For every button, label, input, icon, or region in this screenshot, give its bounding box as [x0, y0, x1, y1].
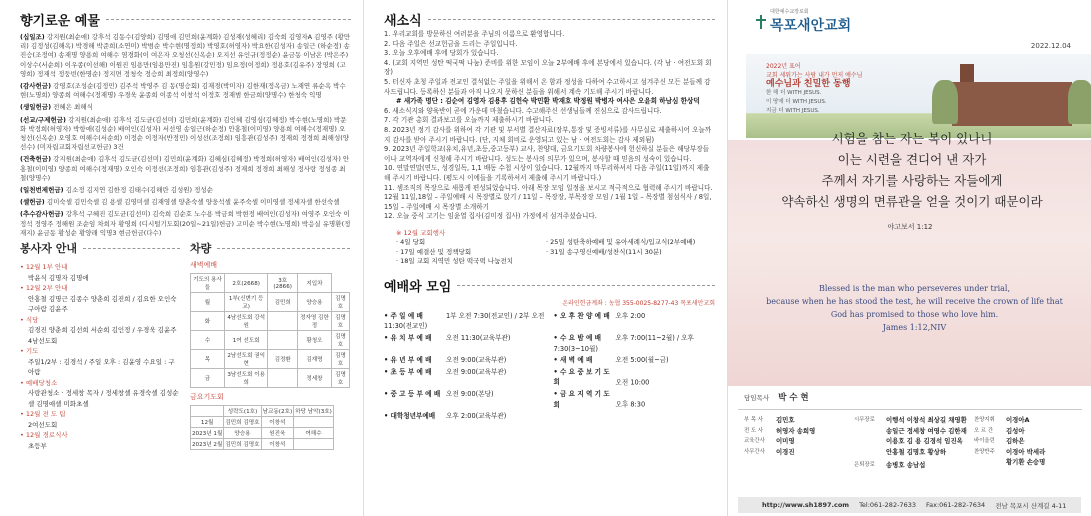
worship-time: 오전 5:00(월~금) [615, 356, 669, 365]
offering-category: (셀헌금) [20, 198, 45, 207]
table-cell: 4남선도회 강석원 [224, 312, 267, 331]
volunteer-heading: • 식당 [20, 315, 39, 324]
worship-time: 오후 7:00(11~2월) / 오후 7:30(3~10월) [553, 334, 694, 353]
worship-item [554, 311, 716, 332]
worship-name: • 오 후 찬 양 예 배 [553, 311, 610, 320]
worship-item [384, 389, 546, 410]
table-row [191, 369, 350, 388]
table-cell: 김명호 [331, 350, 349, 369]
notice-item: 10. 연말연말(연도, 성경일독, 1,1 배동 수첩 시상이 있습니다. 12월까지 마무리하셔서 다음 주일(11일)까지 제출해 주시기 바랍니다. (평도시 이에들을 기록하셔서 제출해 주시기 바랍니다.) [384, 164, 710, 182]
staff-row [744, 415, 854, 426]
table-cell: 김정환 [268, 350, 298, 369]
staff-role: 전 도 사 [744, 427, 764, 434]
table-cell: 원진욱 [261, 428, 294, 439]
elders [854, 415, 974, 471]
offering-names: 강지원(최순애) 강후석 김동수(김양희) 김명애 김민희(윤계화) 김성재(성혜리) 김숙희 김영자A 김영주 (황만리) 김정성(김해옥) 박경해 박준희(소연미) 박범순 박수현(명정희) 박영호(허영자) 박요한(김성자) 송일근 (하순정) 송진승(조정여) 송재명 양용희 여해수 염경화(이 여은자 오청선(신옥순) 오지선 유인규(정정순) 윤금동 이남온 (박은주) 이상수(서순희) 이우종(이선해) 이원진 임용만(임용만진) 임흥원(강민정) 임요정(이정희) 정용호(김유주) 장영희 (고영희) 정재석 정둥빈(한명순) 정지면 정청숙 정승희 최정희(양영수) [20, 33, 351, 78]
staff-row [974, 415, 1086, 426]
address: 전남 목포시 산계길 4-11 [995, 501, 1067, 510]
volunteer-heading: • 예배당청소 [20, 378, 58, 387]
dawn-car-table [190, 273, 350, 388]
verse-line: Blessed is the man who perseveres under trial, [818, 284, 1011, 293]
verse-line: 이는 시련을 견디어 낸 자가 [837, 152, 987, 167]
table-header-cell: 남교동(2호) [261, 406, 294, 417]
offering-category: (십일조) [20, 33, 45, 41]
volunteer-names: 주일1/2부 : 김경석 / 주일 오후 : 김윤영 수요일 : 구아람 [28, 357, 175, 377]
divider [217, 248, 350, 249]
pastor-label: 담임목사 [744, 394, 770, 402]
offering-names: 강후석 구혜진 김도균(김선미) 김숙희 김순호 노수용 박금희 박현정 배여인(김성자) 여영주 오인숙 이정석 정영주 정해원 조순임 차희자 황영희 (디시털기도회(20일~21일)헌금) 고미순 박수현(노명희) 박응실 유명환(정재지) 윤금동 황성순 황양래 익명3 현금헌금(다수) [20, 210, 351, 237]
notice-item: 12. 오늘 중식 고기는 임윤열 집사(김미정 집사) 가정에서 섬겨주셨습니다. [384, 212, 597, 221]
notice-item: 3. 오늘 오후예배 후에 당회가 있습니다. [384, 49, 499, 58]
volunteer-names: 안홍철 김명근 김종수 양춘희 김진희 / 김요한 오인숙 구아람 김윤주 [28, 294, 177, 314]
verse-line: because when he has stood the test, he will receive the crown of life that [766, 297, 1063, 306]
staff-row [974, 447, 1086, 458]
staff-name: 이경진 [776, 447, 795, 456]
table-cell: 월 [191, 293, 225, 312]
notice-item: 7. 각 기관 총회 결과보고를 오늘까지 제출하시기 바랍니다. [384, 116, 554, 125]
slogan-eng: 이 땅에 더 WITH JESUS. [766, 99, 827, 105]
staff-name: 이미영 [776, 437, 795, 445]
church-building [952, 82, 1072, 126]
staff-row [974, 457, 1086, 468]
verse-english [752, 282, 1077, 334]
car-header [190, 240, 350, 256]
staff-name: 허영자 송희영 [776, 426, 816, 435]
worship-time: 오후 2:00 [615, 311, 646, 320]
worship-time: 오후 2:00(교육부관) [446, 412, 507, 421]
slogan-main: 예수님과 친밀한 동행 [766, 79, 851, 89]
table-header-cell: 2호(2668) [224, 274, 267, 293]
offering-paragraph [20, 198, 351, 207]
volunteer-section [20, 240, 180, 451]
notice-item: 11. 셈조직의 목장으로 새롭게 편성되었습니다. 아래 목장 모임 일정을 보시고 적극적으로 협력해 주시기 바랍니다. 12월 11일,18일 – 주일예배 시 목장별로 앉기 / 11일 – 목장장, 부목장장 모임 / 1월 1일 – 목장별 첨섬식사 / 8일, 15일 – 주일예배 시 목장별 소개하기 [384, 183, 713, 211]
table-cell [268, 369, 298, 388]
offering-paragraph [20, 116, 351, 153]
offering-category: (생일헌금) [20, 103, 52, 112]
table-row [191, 350, 350, 369]
table-header-cell: 지입차 [297, 274, 331, 293]
car-title: 차량 [190, 242, 212, 256]
worship-item [384, 367, 546, 388]
volunteer-title: 봉사자 안내 [20, 242, 77, 256]
table-cell: 김민희 김명호 [224, 417, 261, 428]
car-section [190, 240, 350, 451]
notice-item: 6. 새소식지와 양육반이 곧에 가운데 마쳤습니다. 수고해주신 선생님들께 진심으로 감사드립니다. [384, 106, 662, 115]
worship-time: 1부 오전 7:30(전교인) / 2부 오전 11:30(전교인) [384, 311, 545, 331]
worship-time: 오후 8:30 [615, 400, 646, 409]
staff-section [728, 385, 1091, 471]
elders-names [886, 415, 967, 457]
table-row [191, 417, 334, 428]
pastor-row [738, 385, 1082, 410]
offering-paragraph [20, 155, 351, 183]
volunteer-names: 2여선도회 [28, 420, 58, 429]
church-photo [746, 54, 1091, 138]
verse-reference: 야고보서 1:12 [887, 223, 933, 231]
staff-name: 김민호 [776, 416, 795, 424]
friday-car-table [190, 405, 334, 450]
table-cell: 여해수 [294, 428, 334, 439]
worship-name: • 수 요 중 보 기 도 회 [553, 367, 610, 387]
pastor-name: 박 수 현 [778, 393, 809, 403]
events-box [396, 229, 715, 267]
staff-name: 김성아 [1006, 426, 1025, 435]
offering-category: (건축헌금) [20, 155, 52, 164]
phone: Tel:061-282-7633 [859, 501, 916, 509]
staff-role: 찬양지휘 [974, 417, 995, 423]
verse-line: 주께서 자기를 사랑하는 자들에게 [821, 173, 1003, 188]
dawn-table-title: 새벽예배 [190, 261, 218, 270]
table-cell: 2023년 2월 [191, 439, 224, 450]
worship-time: 오전 9:00(교육부관) [446, 356, 507, 365]
table-header-cell: 기도의 용사들 [191, 274, 225, 293]
table-cell: 목 [191, 350, 225, 369]
table-cell: 김명호 [331, 369, 349, 388]
notice-item: 9. 2023년 주일학교(유치,유년,초등,중고등부) 교사, 찬양대, 금요기도회 차량봉사에 헌신하실 분들은 해당부장들이나 교역자에게 신청해 주시기 바랍니다. 성도는 봉사의 의무가 있으며, 봉사할 때 믿음의 성숙이 있습니다. [384, 145, 710, 163]
table-cell: 양승용 [297, 293, 331, 312]
volunteer-names: 김경진 양춘희 김선희 서순희 김인정 / 우경욱 김윤주 4남선도회 [28, 326, 177, 345]
notice-item: # 새가족 명단 : 김순여 김영자 김용후 김헌숙 박민환 박재호 박정원 박병자 여사은 오윤희 하남심 한상덕 [396, 97, 700, 106]
staff-row [744, 447, 854, 458]
offering-paragraph [20, 186, 351, 195]
table-cell: 이창석 [261, 439, 294, 450]
slogan-eng: 한 해 더 WITH JESUS. [766, 90, 822, 96]
footer [738, 497, 1081, 513]
offerings-title: 향기로운 예물 [20, 13, 100, 29]
offering-paragraph [20, 33, 351, 79]
elder-line: 이용호 김 용 김경석 임진옥 [886, 437, 963, 445]
staff-right [974, 415, 1086, 471]
bulletin-date: 2022.12.04 [1030, 42, 1071, 50]
table-cell: 정자영 김한정 [297, 312, 331, 331]
event-item: · 25일 성탄축하예배 및 유아세례식/입교식(2부예배) [546, 238, 696, 247]
worship-time: 오전 9:00(교육부관) [446, 367, 507, 376]
table-cell [294, 417, 334, 428]
worship-item [554, 355, 716, 366]
event-item: · 4일 당회 [396, 238, 426, 247]
table-cell [268, 331, 298, 350]
worship-schedule [384, 311, 715, 422]
events-left [396, 238, 536, 267]
worship-item [384, 333, 546, 354]
staff-grid [738, 415, 1082, 471]
table-cell: 2남선도회 권익현 [224, 350, 267, 369]
staff-role: 오 르 간 [974, 427, 994, 434]
staff-name: 이경아 박세라 [1006, 447, 1046, 456]
events-right [546, 238, 695, 267]
worship-item [554, 333, 716, 354]
table-cell: 12월 [191, 417, 224, 428]
staff-row [744, 426, 854, 437]
offering-paragraph [20, 82, 351, 100]
offering-category: (감사헌금) [20, 82, 52, 91]
staff-role: 교육간사 [744, 438, 765, 444]
table-header-cell: 3호(2866) [268, 274, 298, 293]
table-cell [294, 439, 334, 450]
denomination: 대한예수교장로회 [770, 9, 809, 15]
volunteer-names: 초등부 [28, 441, 47, 450]
panel-news [363, 0, 727, 516]
staff-row [744, 436, 854, 447]
worship-name: • 중 고 등 부 예 배 [384, 390, 441, 399]
worship-name: • 유 치 부 예 배 [384, 334, 432, 343]
table-row [191, 439, 334, 450]
offerings-list [20, 33, 351, 238]
worship-item [384, 311, 546, 332]
offering-paragraph [20, 103, 351, 112]
verse-line: God has promised to those who love him. [830, 310, 999, 319]
staff-role [974, 457, 1002, 468]
offering-category: (일천번제헌금) [20, 186, 64, 195]
volunteer-header [20, 240, 180, 256]
notice-item: 8. 2023년 정기 감사를 위하여 각 기관 및 부서별 결산자료(장부,통장 및 증빙서류)를 사무실로 제출하시어 오늘까지 감사를 받아 주시기 바랍니다. (단, 지체 회비로 운영되고 있는 남 · 여전도회는 감사 제외됨) [384, 125, 712, 144]
tree [932, 80, 958, 124]
table-cell: 김명호 [331, 312, 349, 331]
worship-item [554, 389, 716, 410]
worship-name: • 대학청년부예배 [384, 412, 436, 421]
table-cell: 금 [191, 369, 225, 388]
notice-item: 5. 터신자 초청 주일과 전교인 결석없는 주일을 위해서 온 함과 정성을 다하여 수고하시고 섬겨주신 모든 분들께 감사드립니다. 등록하신 분들과 아직 나오지 못하신 분들을 위해서 계속 기도해 주시기 바랍니다. [384, 77, 711, 96]
volunteer-heading: • 12월 2부 안내 [20, 284, 68, 293]
table-cell: 김명호 [331, 331, 349, 350]
worship-title: 예배와 모임 [384, 280, 452, 296]
volunteer-heading: • 12월 전 도 팀 [20, 410, 66, 419]
worship-time: 오전 11:30(교육부관) [446, 334, 511, 343]
table-cell: 정세창 [297, 369, 331, 388]
worship-name: • 금 요 지 역 기 도 회 [553, 390, 610, 409]
staff-role: 바이올린 [974, 438, 995, 444]
retired-names: 송병호 송남섭 [886, 461, 926, 469]
news-title: 새소식 [384, 13, 422, 29]
worship-item [554, 367, 716, 388]
notice-item: 2. 다음 주일은 선교헌금을 드리는 주일입니다. [384, 39, 518, 48]
offering-names: 강지원(최순애) 김후석 김도균(김선미) 김민희(윤계화) 김인혜 김영심(김혜정) 박수현(노명희) 박문화 박정희(허영자) 박항애(김성순) 배여인(김성자) 서선영 송일근(하순정) 안홍철(이미영) 양용희 여해수(정재명) 오청선(신옥순) 오영호 여해수(서순희) 이정순 이정자(반정민) 이성선(조정희) 임흥관(김성주) 정재희 정경희 최해성(양선수) (미자립교회자립선교헌금) 3건 [20, 115, 350, 152]
elder-line: 이행석 이창석 최상길 채영환 [886, 416, 967, 424]
worship-time: 오전 9:00(본당) [446, 390, 494, 399]
worship-name: • 유 년 부 예 배 [384, 356, 432, 365]
table-cell [268, 312, 298, 331]
table-cell: 1여 선도회 [224, 331, 267, 350]
website-link[interactable]: http://www.sh1897.com [762, 501, 850, 509]
table-cell: 화 [191, 312, 225, 331]
volunteer-heading: • 12월 1부 안내 [20, 263, 68, 272]
verse-korean [752, 128, 1072, 212]
table-header-cell [191, 406, 224, 417]
table-cell: 이창석 [261, 417, 294, 428]
staff-left [744, 415, 854, 471]
slogan-year: 2022년 표어 [766, 63, 801, 70]
divider [83, 248, 180, 249]
offering-names: 강영호(조성순(김정민) 김주석 박영주 김 동(명승회) 김재경(박미자) 김한재(정옥금) 노재연 류순옥 박수현(노명희) 양종희 여해수(정재명) 우경욱 윤종희 이종석 이창석 이정호 정재범 한금희(양명수) 한청숙 익명 [20, 82, 346, 100]
fax: Fax:061-282-7634 [925, 501, 986, 509]
offering-category: (추수감사헌금) [20, 210, 64, 219]
online-account: 온라인헌금계좌 : 농협 355-0025-8277-43 목포새안교회 [562, 299, 715, 307]
table-cell: 1부(신변기 등교) [224, 293, 267, 312]
table-row [191, 331, 350, 350]
table-cell: 김명호 [331, 293, 349, 312]
worship-name: • 새 벽 예 배 [553, 356, 593, 365]
volunteer-heading: • 12월 경로식사 [20, 431, 68, 440]
offering-names: 김미숙셀 김민숙셀 김 용셀 김영미셀 김재영셀 양춘숙셀 양웅석셀 윤주숙셀 이미영셀 정세자셀 한선숙셀 [46, 198, 340, 207]
table-row [191, 312, 350, 331]
retired-label: 은퇴장로 [854, 462, 875, 468]
slogan-line: 교회 세워가는 사람 내가 먼저 예수님 [766, 72, 863, 79]
staff-row [974, 436, 1086, 447]
volunteer-names: 박윤식 김명자 김명애 [28, 273, 89, 282]
table-cell: 양승용 [224, 428, 261, 439]
worship-time: 오전 10:00 [615, 378, 650, 387]
event-item: · 31일 송구영신예배/성찬식(11시 30분) [546, 247, 662, 256]
volunteer-names: 사랑관청소 · 정세창 목자 / 정세창셀 유경숙셀 김성순셀 김명애셀 미화초셀 [28, 389, 179, 408]
event-item: · 17일 예결산 및 정책당회 [396, 247, 472, 256]
table-cell: 김재명 [297, 350, 331, 369]
staff-name: 황기환 손승명 [1006, 458, 1046, 466]
logo [728, 0, 1091, 35]
divider [457, 285, 715, 286]
notice-list [384, 30, 715, 222]
table-cell: 김민희 김명호 [224, 439, 261, 450]
table-header-row [191, 406, 334, 417]
staff-role: 사무간사 [744, 448, 765, 455]
table-cell: 황청오 [297, 331, 331, 350]
events-title: ※ 12월 교회행사 [396, 228, 446, 237]
offering-names: 김소정 김지연 김한정 김태수(김해란 김성원) 정성순 [65, 186, 213, 195]
table-header-row [191, 274, 350, 293]
divider [106, 19, 351, 20]
worship-header [384, 275, 715, 297]
worship-name: • 주 일 예 배 [384, 311, 423, 320]
slogan [766, 62, 862, 116]
staff-row [974, 426, 1086, 437]
verse-line: James 1:12,NIV [882, 323, 947, 332]
friday-table-title: 금요기도회 [190, 393, 224, 402]
table-cell: 김민희 [268, 293, 298, 312]
offering-names: 강지원(최순애) 김후석 김도균(김선미) 김민희(윤계화) 김혜심(김혜정) 박정희(허영자) 배여인(김성자) 안홍철(이미영) 양종희 여해수(정재명) 오인숙 이정선(조정희) 임흥관(김성주) 정재희 정경희 최해성 정사랑 정성종 최철(양명수) [20, 155, 350, 182]
panel-cover [727, 0, 1091, 516]
elder-line: 안홍철 김명호 황상하 [886, 447, 947, 456]
table-cell: 2023년 1월 [191, 428, 224, 439]
table-row [191, 428, 334, 439]
notice-item: 1. 우리교회를 방문하신 여러분을 주님의 이름으로 환영합니다. [384, 30, 565, 38]
verse-line: 시험을 참는 자는 복이 있나니 [831, 131, 993, 146]
table-header-cell: 성락도(1호) [224, 406, 261, 417]
verse-line: 약속하신 생명의 면류관을 얻을 것이기 때문이라 [781, 194, 1043, 209]
table-row [191, 293, 350, 312]
tree [1068, 80, 1091, 124]
slogan-eng: 지금 더 WITH JESUS. [766, 108, 820, 114]
notice-item: 4. (교회 지역민 성탄 떡국떡 나눔) 준비를 위한 모임이 오늘 2부예배 후에 본당에서 있습니다. (각 남 · 여전도회 회장) [384, 58, 712, 77]
volunteer-list [20, 262, 180, 451]
staff-name: 김하은 [1006, 437, 1025, 445]
volunteer-heading: • 기도 [20, 347, 39, 356]
offering-category: (선교/구제헌금) [20, 115, 66, 124]
worship-name: • 초 등 부 예 배 [384, 367, 432, 376]
offering-names: 전혜은 최해식 [53, 103, 93, 112]
church-name: 목포새안교회 [770, 18, 852, 34]
bottom-columns [20, 240, 351, 451]
divider [428, 19, 715, 20]
staff-role: 부 목 사 [744, 417, 764, 423]
elders-label: 시무장로 [854, 417, 875, 423]
table-header-cell: 하당 남악(3호) [294, 406, 334, 417]
worship-item [384, 355, 546, 366]
staff-name: 이경아A [1006, 416, 1030, 424]
worship-name: • 수 요 밤 예 배 [553, 334, 602, 343]
news-header [384, 8, 715, 30]
panel-offerings [0, 0, 363, 516]
elder-line: 송일근 정세창 여영수 김한재 [886, 426, 967, 435]
event-item: · 18일 교회 지역민 성탄 떡국떡 나눔전치 [396, 257, 513, 266]
offering-paragraph [20, 210, 351, 238]
table-cell: 수 [191, 331, 225, 350]
worship-item [384, 411, 546, 422]
staff-role: 찬양반주 [974, 448, 995, 455]
table-cell: 3남선도회 이용희 [224, 369, 267, 388]
offerings-header [20, 8, 351, 30]
cross-icon [756, 15, 766, 29]
